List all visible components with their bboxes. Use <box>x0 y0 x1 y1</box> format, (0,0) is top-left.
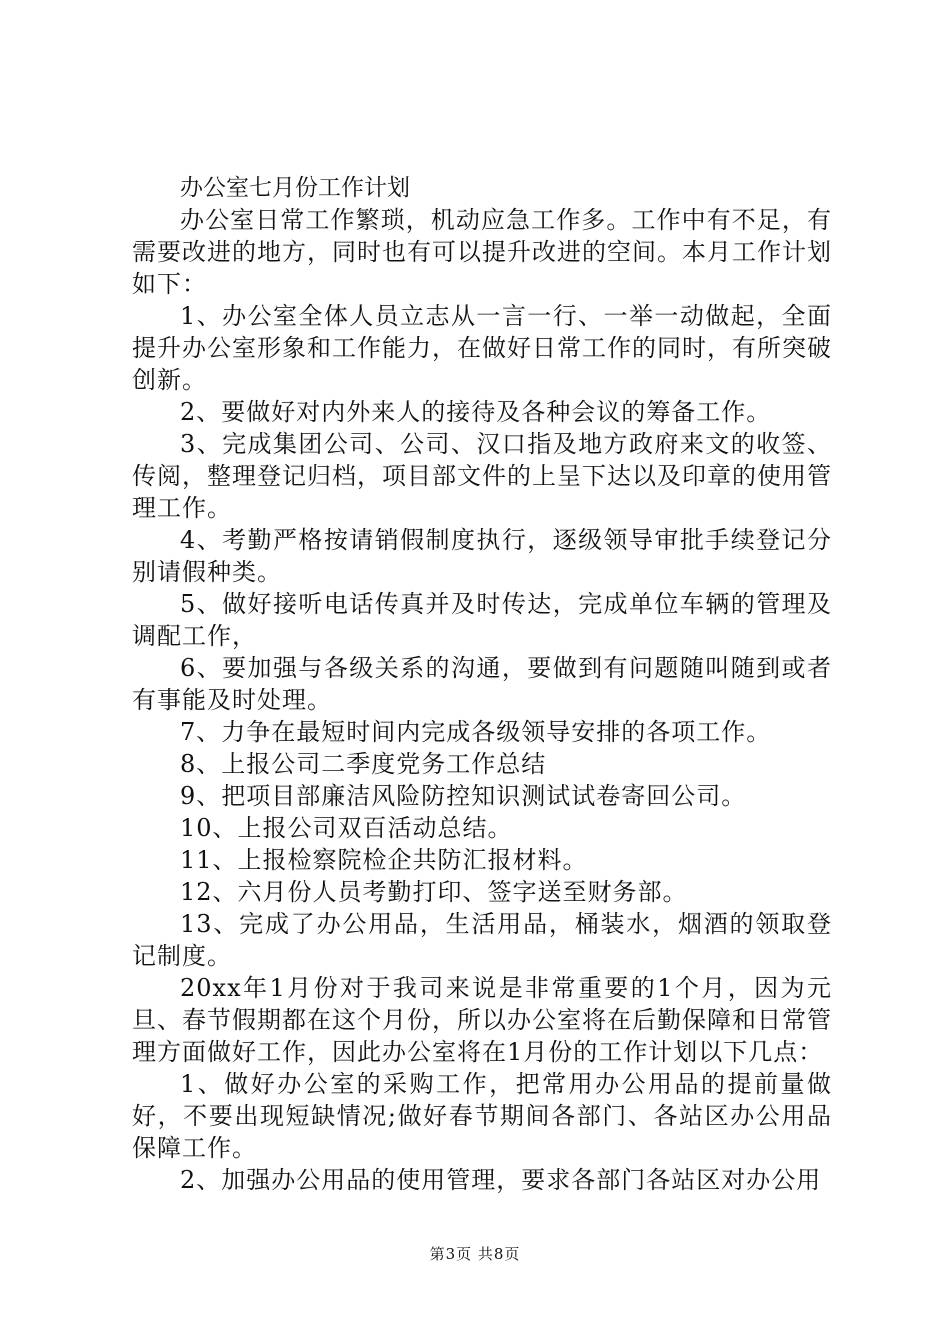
paragraph-item-6: 6、要加强与各级关系的沟通，要做到有问题随叫随到或者有事能及时处理。 <box>132 654 832 714</box>
paragraph-item-12: 12、六月份人员考勤打印、签字送至财务部。 <box>180 878 688 906</box>
paragraph-item-3: 3、完成集团公司、公司、汉口指及地方政府来文的收签、传阅，整理登记归档，项目部文件的上呈下达以及印章的使用管理工作。 <box>132 430 832 522</box>
paragraph-item-10: 10、上报公司双百活动总结。 <box>180 814 513 842</box>
paragraph-intro: 办公室日常工作繁琐，机动应急工作多。工作中有不足，有需要改进的地方，同时也有可以提升改进的空间。本月工作计划如下： <box>132 206 832 298</box>
paragraph-item-8: 8、上报公司二季度党务工作总结 <box>180 750 547 778</box>
paragraph-january-item-2: 2、加强办公用品的使用管理，要求各部门各站区对办公用 <box>180 1166 822 1194</box>
document-title: 办公室七月份工作计划 <box>180 175 410 201</box>
paragraph-january-item-1: 1、做好办公室的采购工作，把常用办公用品的提前量做好，不要出现短缺情况;做好春节期间各部门、各站区办公用品保障工作。 <box>132 1070 832 1162</box>
paragraph-item-7: 7、力争在最短时间内完成各级领导安排的各项工作。 <box>180 718 772 746</box>
paragraph-item-9: 9、把项目部廉洁风险防控知识测试试卷寄回公司。 <box>180 782 747 810</box>
paragraph-item-5: 5、做好接听电话传真并及时传达，完成单位车辆的管理及调配工作， <box>132 590 832 650</box>
document-body <box>132 172 832 1196</box>
paragraph-item-11: 11、上报检察院检企共防汇报材料。 <box>180 846 588 874</box>
paragraph-item-2: 2、要做好对内外来人的接待及各种会议的筹备工作。 <box>180 398 772 426</box>
paragraph-item-4: 4、考勤严格按请销假制度执行，逐级领导审批手续登记分别请假种类。 <box>132 526 832 586</box>
paragraph-january-intro: 20xx年1月份对于我司来说是非常重要的1个月，因为元旦、春节假期都在这个月份，所以办公室将在后勤保障和日常管理方面做好工作，因此办公室将在1月份的工作计划以下几点： <box>132 974 832 1066</box>
page-number-footer: 第3页 共8页 <box>429 1245 521 1263</box>
paragraph-item-1: 1、办公室全体人员立志从一言一行、一举一动做起，全面提升办公室形象和工作能力，在做好日常工作的同时，有所突破创新。 <box>132 302 832 394</box>
paragraph-item-13: 13、完成了办公用品，生活用品，桶装水，烟酒的领取登记制度。 <box>132 910 832 970</box>
